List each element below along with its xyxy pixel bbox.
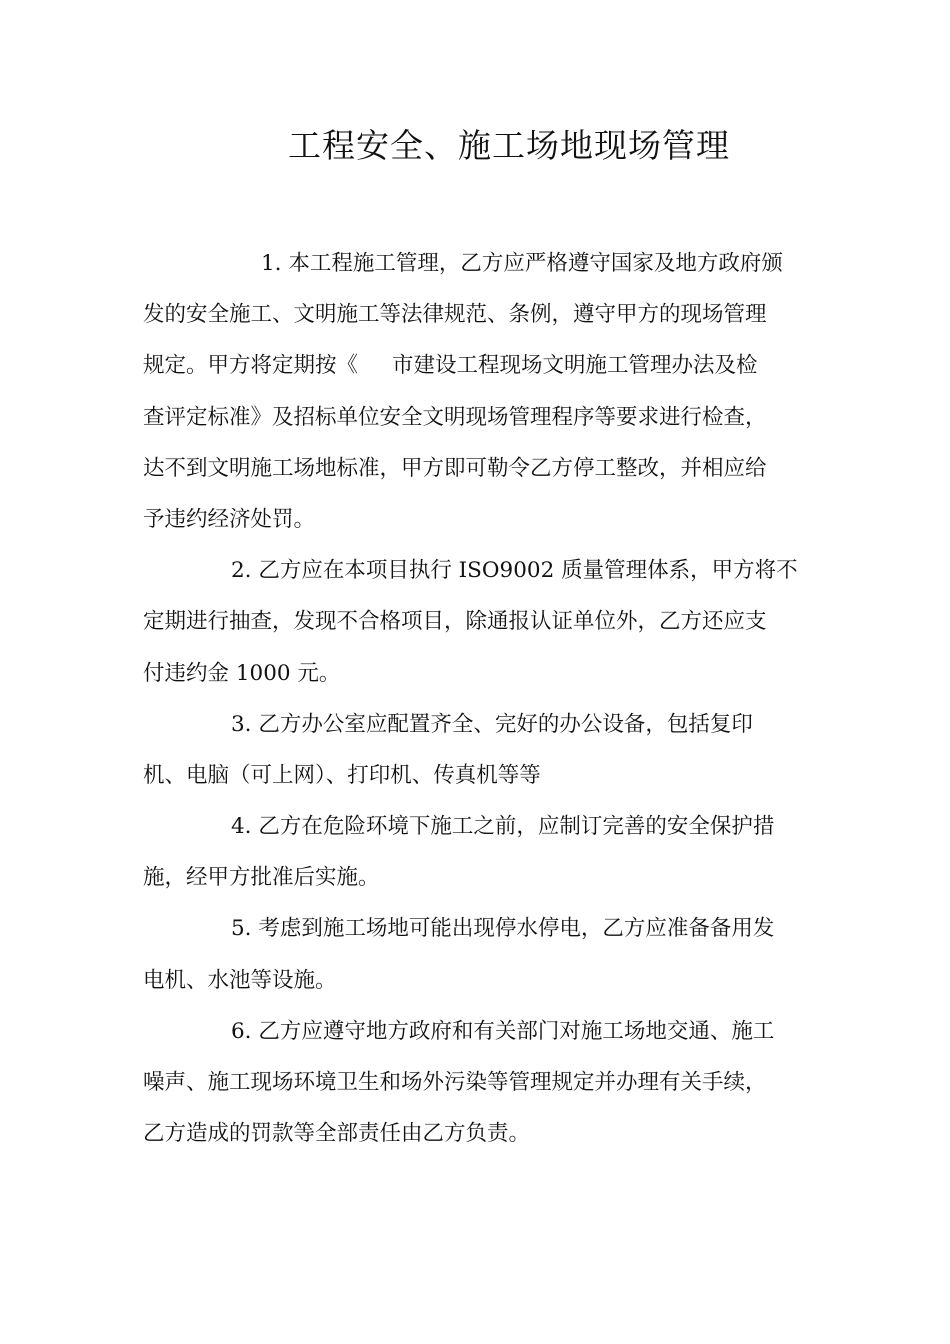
paragraph-line: 噪声、施工现场环境卫生和场外污染等管理规定并办理有关手续， (143, 1070, 767, 1095)
paragraph-line: 定期进行抽查，发现不合格项目，除通报认证单位外，乙方还应支 (143, 609, 767, 635)
paragraph-line: 机、电脑（可上网）、打印机、传真机等等 (143, 762, 541, 788)
paragraph-3 (143, 699, 803, 801)
paragraph-line: 电机、水池等设施。 (143, 967, 337, 993)
paragraph-5 (143, 903, 803, 1005)
paragraph-line: 达不到文明施工场地标准，甲方即可勒令乙方停工整改，并相应给 (143, 455, 767, 481)
paragraph-4 (143, 801, 803, 903)
paragraph-line: 乙方造成的罚款等全部责任由乙方负责。 (143, 1121, 531, 1147)
paragraph-line-part: 规定。甲方将定期按《 (143, 353, 359, 379)
paragraph-line-part: 市建设工程现场文明施工管理办法及检 (392, 353, 758, 379)
paragraph-line: 4. 乙方在危险环境下施工之前，应制订完善的安全保护措 (231, 814, 775, 840)
paragraph-line: 6. 乙方应遵守地方政府和有关部门对施工场地交通、施工 (231, 1018, 775, 1044)
paragraph-line: 3. 乙方办公室应配置齐全、完好的办公设备，包括复印 (231, 711, 753, 737)
paragraph-line: 2. 乙方应在本项目执行 ISO9002 质量管理体系，甲方将不 (231, 558, 798, 584)
paragraph-2 (143, 545, 803, 699)
document-title: 工程安全、施工场地现场管理 (288, 126, 730, 165)
document-body (143, 238, 803, 1159)
paragraph-6 (143, 1006, 803, 1160)
paragraph-line: 施，经甲方批准后实施。 (143, 865, 380, 891)
paragraph-line-split (143, 340, 803, 391)
paragraph-line: 付违约金 1000 元。 (143, 660, 341, 686)
paragraph-line: 1. 本工程施工管理，乙方应严格遵守国家及地方政府颁 (261, 251, 783, 276)
paragraph-1 (143, 238, 803, 545)
paragraph-line: 予违约经济处罚。 (143, 506, 316, 532)
paragraph-line: 5. 考虑到施工场地可能出现停水停电，乙方应准备备用发 (231, 916, 775, 942)
paragraph-line: 发的安全施工、文明施工等法律规范、条例，遵守甲方的现场管理 (143, 302, 767, 328)
paragraph-line: 查评定标准》及招标单位安全文明现场管理程序等要求进行检查， (143, 404, 767, 430)
